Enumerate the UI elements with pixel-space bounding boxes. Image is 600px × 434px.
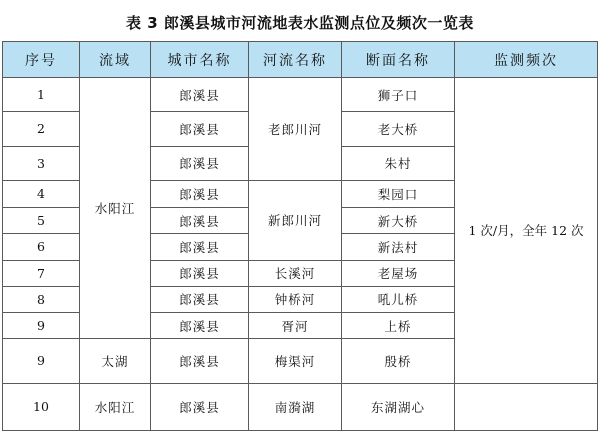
monitoring-table	[2, 41, 598, 431]
cell-frequency-empty	[455, 383, 598, 430]
cell-section: 梨园口	[342, 180, 455, 207]
cell-no: 3	[3, 146, 80, 180]
header-river: 河流名称	[249, 42, 342, 78]
header-section: 断面名称	[342, 42, 455, 78]
header-city: 城市名称	[151, 42, 249, 78]
cell-no: 9	[3, 339, 80, 383]
cell-city: 郎溪县	[151, 260, 249, 286]
cell-city: 郎溪县	[151, 234, 249, 260]
cell-section: 老大桥	[342, 112, 455, 146]
cell-no: 2	[3, 112, 80, 146]
cell-no: 6	[3, 234, 80, 260]
cell-no: 10	[3, 383, 80, 430]
cell-section: 吼儿桥	[342, 286, 455, 312]
cell-river: 老郎川河	[249, 78, 342, 181]
cell-city: 郎溪县	[151, 312, 249, 338]
cell-section: 上桥	[342, 312, 455, 338]
cell-city: 郎溪县	[151, 383, 249, 430]
cell-city: 郎溪县	[151, 180, 249, 207]
cell-no: 1	[3, 78, 80, 112]
cell-basin: 水阳江	[80, 78, 151, 339]
cell-city: 郎溪县	[151, 339, 249, 383]
header-row	[3, 42, 598, 78]
table-row	[3, 383, 598, 430]
cell-section: 东湖湖心	[342, 383, 455, 430]
cell-section: 老屋场	[342, 260, 455, 286]
cell-city: 郎溪县	[151, 208, 249, 234]
cell-frequency: 1 次/月，全年 12 次	[455, 78, 598, 384]
cell-city: 郎溪县	[151, 286, 249, 312]
cell-river: 长溪河	[249, 260, 342, 286]
cell-section: 新大桥	[342, 208, 455, 234]
cell-no: 7	[3, 260, 80, 286]
table-row	[3, 78, 598, 112]
cell-no: 5	[3, 208, 80, 234]
cell-section: 新法村	[342, 234, 455, 260]
header-basin: 流域	[80, 42, 151, 78]
cell-river: 钟桥河	[249, 286, 342, 312]
header-no: 序号	[3, 42, 80, 78]
cell-city: 郎溪县	[151, 112, 249, 146]
cell-no: 9	[3, 312, 80, 338]
cell-river: 梅渠河	[249, 339, 342, 383]
cell-no: 8	[3, 286, 80, 312]
cell-river: 南漪湖	[249, 383, 342, 430]
cell-section: 狮子口	[342, 78, 455, 112]
cell-section: 殷桥	[342, 339, 455, 383]
cell-basin: 太湖	[80, 339, 151, 383]
cell-basin: 水阳江	[80, 383, 151, 430]
cell-river: 胥河	[249, 312, 342, 338]
cell-city: 郎溪县	[151, 78, 249, 112]
cell-no: 4	[3, 180, 80, 207]
cell-section: 朱村	[342, 146, 455, 180]
table-title: 表 3 郎溪县城市河流地表水监测点位及频次一览表	[126, 14, 474, 32]
header-frequency: 监测频次	[455, 42, 598, 78]
cell-city: 郎溪县	[151, 146, 249, 180]
cell-river: 新郎川河	[249, 180, 342, 260]
